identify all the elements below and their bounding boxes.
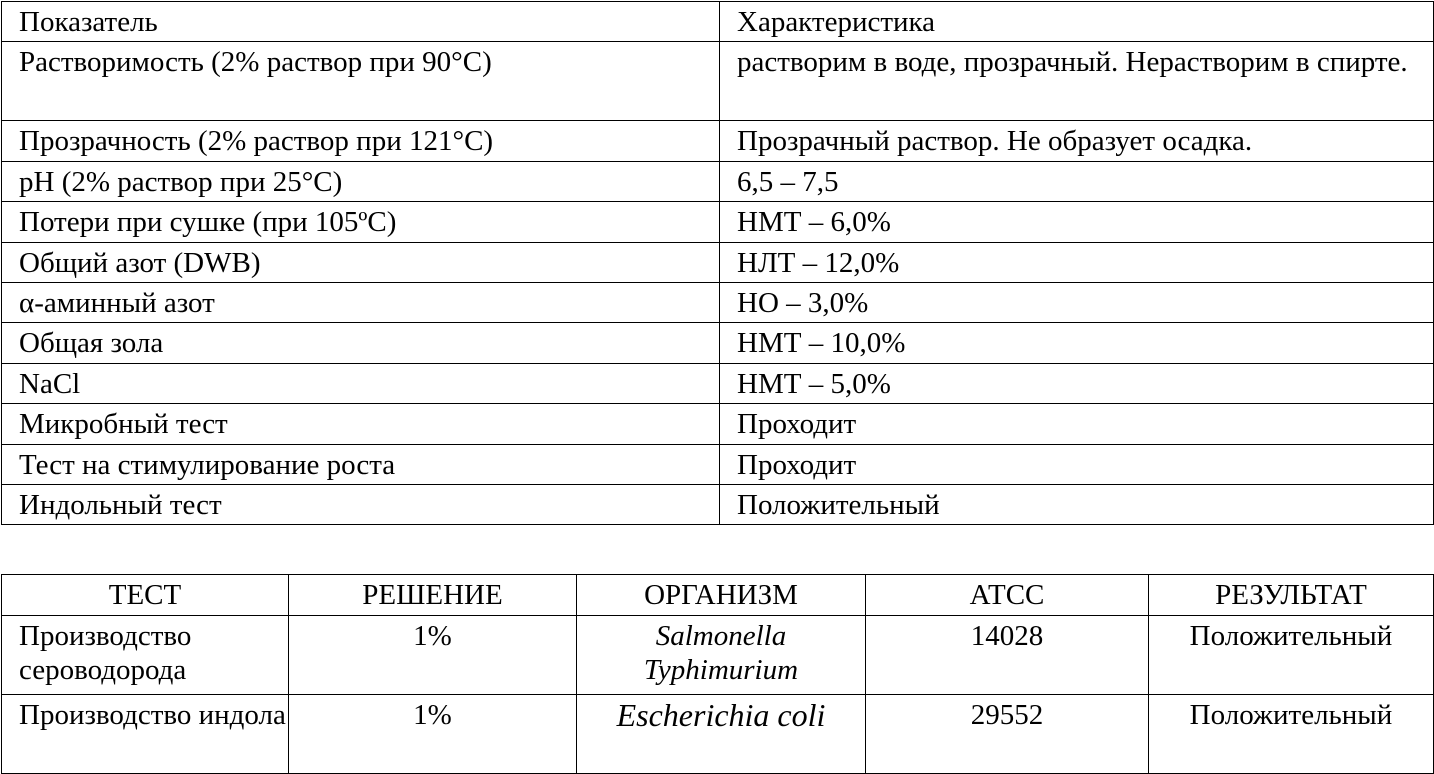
table-row xyxy=(2,242,1434,282)
table-row xyxy=(2,42,1434,121)
table-row xyxy=(2,404,1434,444)
table-row xyxy=(2,616,1434,695)
solution-cell: 1% xyxy=(289,695,577,774)
result-cell: Положительный xyxy=(1149,695,1434,774)
test-cell: Производство сероводорода xyxy=(2,616,289,695)
indicator-cell: Микробный тест xyxy=(2,404,720,444)
characteristic-cell: Положительный xyxy=(720,484,1434,524)
atcc-cell: 29552 xyxy=(866,695,1149,774)
characteristic-cell: НМТ – 10,0% xyxy=(720,323,1434,363)
characteristic-cell: Прозрачный раствор. Не образует осадка. xyxy=(720,121,1434,161)
table-row xyxy=(2,282,1434,322)
header-cell-characteristic: Характеристика xyxy=(720,2,1434,42)
indicator-cell: Общий азот (DWB) xyxy=(2,242,720,282)
header-cell-organism: ОРГАНИЗМ xyxy=(577,575,866,616)
table-row xyxy=(2,202,1434,242)
indicator-cell: Индольный тест xyxy=(2,484,720,524)
table-row xyxy=(2,161,1434,201)
table-row xyxy=(2,323,1434,363)
specification-table xyxy=(1,1,1434,525)
table-row xyxy=(2,695,1434,774)
test-results-table xyxy=(1,574,1434,774)
header-cell-result: РЕЗУЛЬТАТ xyxy=(1149,575,1434,616)
result-cell: Положительный xyxy=(1149,616,1434,695)
table-row xyxy=(2,484,1434,524)
characteristic-cell: Проходит xyxy=(720,444,1434,484)
characteristic-cell: НМТ – 6,0% xyxy=(720,202,1434,242)
indicator-cell: NaCl xyxy=(2,363,720,403)
indicator-cell: Общая зола xyxy=(2,323,720,363)
indicator-cell: Потери при сушке (при 105ºС) xyxy=(2,202,720,242)
indicator-cell: Растворимость (2% раствор при 90°С) xyxy=(2,42,720,121)
table-row xyxy=(2,363,1434,403)
indicator-cell: Прозрачность (2% раствор при 121°С) xyxy=(2,121,720,161)
organism-cell: Escherichia coli xyxy=(577,695,866,774)
header-cell-atcc: АТСС xyxy=(866,575,1149,616)
characteristic-cell: растворим в воде, прозрачный. Нерастворим в спирте. xyxy=(720,42,1434,121)
table-header-row xyxy=(2,575,1434,616)
header-cell-test: ТЕСТ xyxy=(2,575,289,616)
table-row xyxy=(2,121,1434,161)
table-header-row xyxy=(2,2,1434,42)
atcc-cell: 14028 xyxy=(866,616,1149,695)
characteristic-cell: 6,5 – 7,5 xyxy=(720,161,1434,201)
indicator-cell: Тест на стимулирование роста xyxy=(2,444,720,484)
indicator-cell: α-аминный азот xyxy=(2,282,720,322)
header-cell-solution: РЕШЕНИЕ xyxy=(289,575,577,616)
test-cell: Производство индола xyxy=(2,695,289,774)
header-cell-indicator: Показатель xyxy=(2,2,720,42)
solution-cell: 1% xyxy=(289,616,577,695)
characteristic-cell: НМТ – 5,0% xyxy=(720,363,1434,403)
characteristic-cell: НЛТ – 12,0% xyxy=(720,242,1434,282)
organism-cell: Salmonella Typhimurium xyxy=(577,616,866,695)
characteristic-cell: Проходит xyxy=(720,404,1434,444)
indicator-cell: pH (2% раствор при 25°С) xyxy=(2,161,720,201)
table-row xyxy=(2,444,1434,484)
characteristic-cell: НО – 3,0% xyxy=(720,282,1434,322)
